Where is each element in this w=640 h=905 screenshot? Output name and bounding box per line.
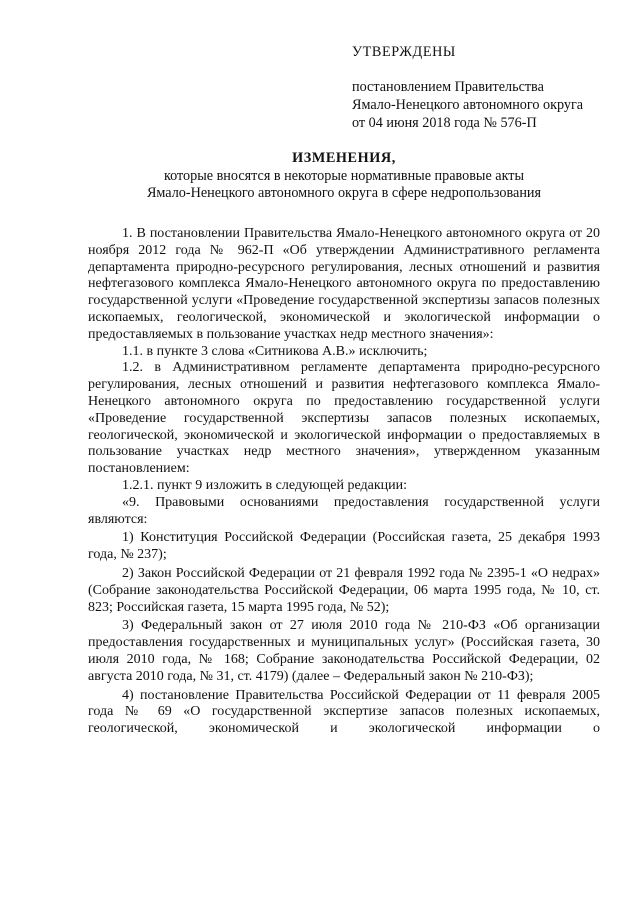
document-subtitle-line-1: которые вносятся в некоторые нормативные правовые акты xyxy=(163,168,525,184)
document-subtitle-line-2: Ямало-Ненецкого автономного округа в сфере недропользования xyxy=(146,185,542,201)
approval-line-3: от 04 июня 2018 года № 576-П xyxy=(352,115,537,131)
paragraph-item-2: 2) Закон Российской Федерации от 21 февраля 1992 года № 2395-1 «О недрах» (Собрание законодательства Российской Федерации, 06 марта 1995 года, № 10, ст. 823; Российская газета, 15 марта 1995 года, № 52); xyxy=(88,565,600,615)
paragraph-1-1: 1.1. в пункте 3 слова «Ситникова А.В.» исключить; xyxy=(122,343,428,359)
paragraph-1: 1. В постановлении Правительства Ямало-Ненецкого автономного округа от 20 ноября 2012 года № 962-П «Об утверждении Административного регламента департамента природно-ресурсного регулирования, лесных отношений и развития нефтегазового комплекса Ямало-Ненецкого автономного округа по предоставлению государственной услуги «Проведение государственной экспертизы запасов полезных ископаемых, геологической, экономической и экологической информации о предоставляемых в пользование участках недр местного значения»: xyxy=(88,226,600,342)
approval-title: УТВЕРЖДЕНЫ xyxy=(352,44,456,60)
document-heading xyxy=(88,150,600,202)
paragraph-item-9: «9. Правовыми основаниями предоставления государственной услуги являются: xyxy=(88,494,600,527)
approval-line-2: Ямало-Ненецкого автономного округа xyxy=(352,97,584,113)
approval-line-1: постановлением Правительства xyxy=(352,79,544,95)
paragraph-item-3: 3) Федеральный закон от 27 июля 2010 года № 210-ФЗ «Об организации предоставления государственных и муниципальных услуг» (Российская газета, 30 июля 2010 года, № 168; Собрание законодательства Российской Федерации, 02 августа 2010 года, № 31, ст. 4179) (далее – Федеральный закон № 210-ФЗ); xyxy=(88,618,600,684)
paragraph-item-1: 1) Конституция Российской Федерации (Российская газета, 25 декабря 1993 года, № 237); xyxy=(88,530,600,563)
paragraph-1-2-1: 1.2.1. пункт 9 изложить в следующей редакции: xyxy=(122,477,407,493)
paragraph-item-4: 4) постановление Правительства Российской Федерации от 11 февраля 2005 года № 69 «О государственной экспертизе запасов полезных ископаемых, геологической, экономической и экологической информации о xyxy=(88,687,600,737)
paragraph-1-2: 1.2. в Административном регламенте департамента природно-ресурсного регулирования, лесных отношений и развития нефтегазового комплекса Ямало-Ненецкого автономного округа по предоставлению государственной услуги «Проведение государственной экспертизы запасов полезных ископаемых, геологической, экономической и экологической информации о предоставляемых в пользование участках недр местного значения», утвержденном указанным постановлением: xyxy=(88,360,600,477)
document-body xyxy=(88,226,600,738)
approval-block xyxy=(352,43,612,132)
document-title: ИЗМЕНЕНИЯ, xyxy=(292,150,396,166)
